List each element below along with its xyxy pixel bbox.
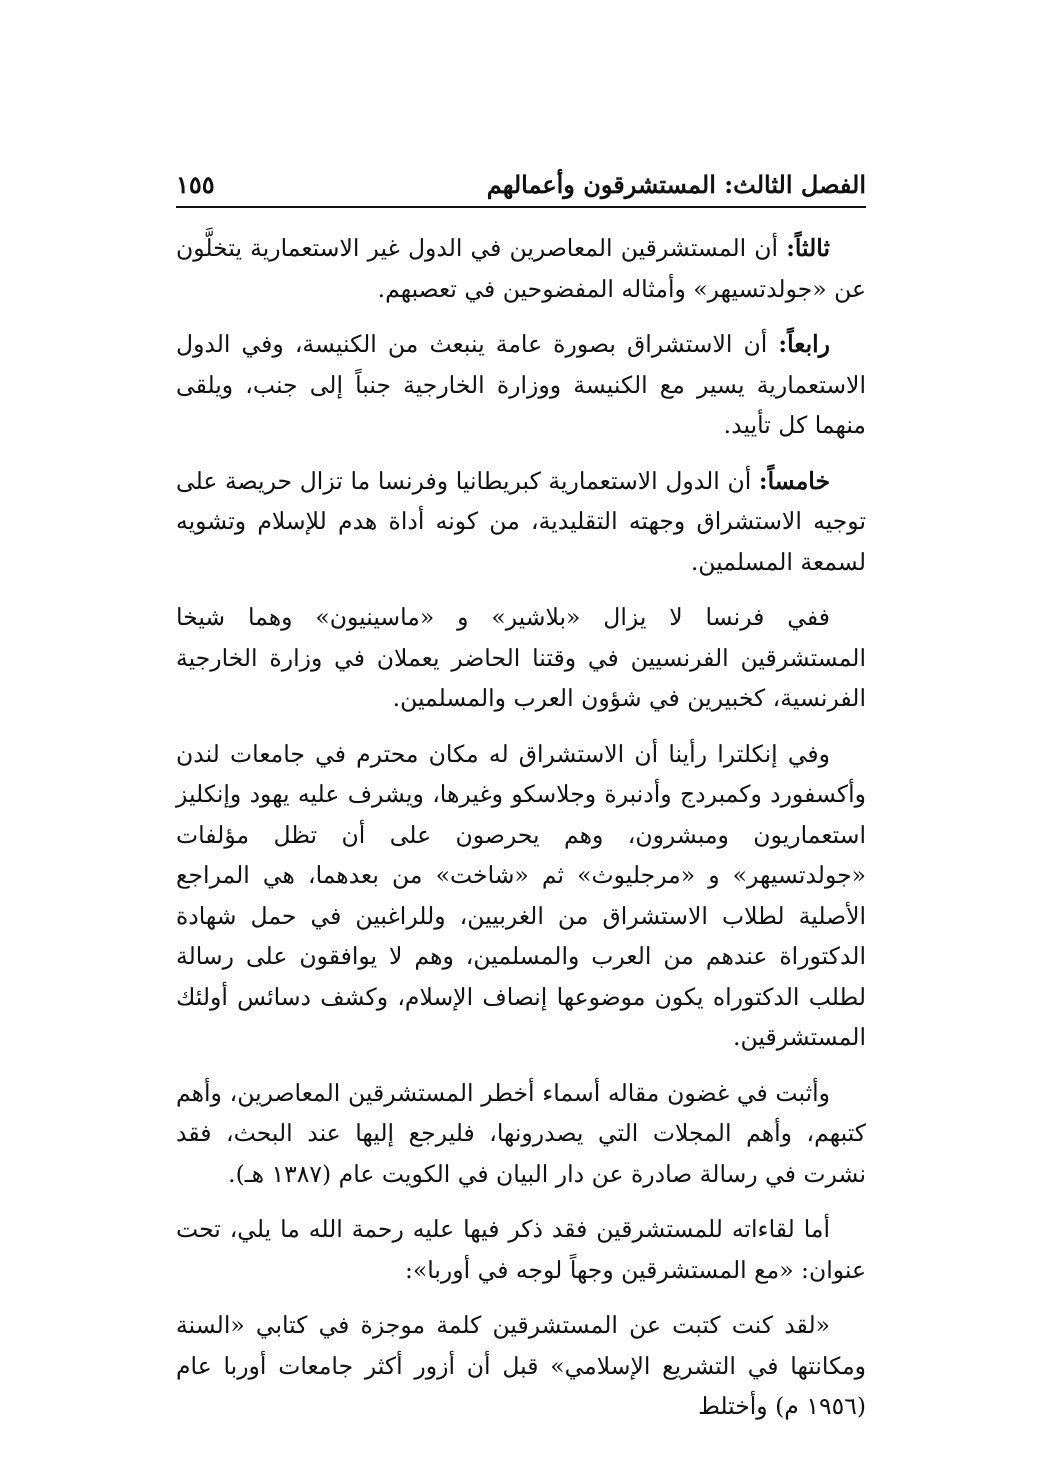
- paragraph-france: [176, 597, 866, 719]
- paragraph-meetings: [176, 1209, 866, 1290]
- chapter-title: الفصل الثالث: المستشرقون وأعمالهم: [486, 170, 866, 199]
- paragraph-fourth-point: [176, 324, 866, 446]
- paragraph-text: ففي فرنسا لا يزال «بلاشير» و «ماسينيون» وهما شيخا المستشرقين الفرنسيين في وقتنا الحاضر يعملان في وزارة الخارجية الفرنسية، كخبيرين في شؤون العرب والمسلمين.: [176, 603, 866, 712]
- paragraph-article: [176, 1073, 866, 1195]
- paragraph-text: وأثبت في غضون مقاله أسماء أخطر المستشرقين المعاصرين، وأهم كتبهم، وأهم المجلات التي يصدرونها، فليرجع إليها عند البحث، فقد نشرت في رسالة صادرة عن دار البيان في الكويت عام (١٣٨٧ هـ).: [176, 1078, 866, 1188]
- paragraph-text: أن الاستشراق بصورة عامة ينبعث من الكنيسة، وفي الدول الاستعمارية يسير مع الكنيسة ووزارة الخارجية جنباً إلى جنب، ويلقى منهما كل تأييد.: [176, 330, 866, 439]
- paragraph-quote: [176, 1305, 866, 1427]
- paragraph-text: أما لقاءاته للمستشرقين فقد ذكر فيها عليه رحمة الله ما يلي، تحت عنوان: «مع المستشرقين وجهاً لوجه في أوربا»:: [176, 1215, 866, 1284]
- page-number: ١٥٥: [176, 170, 215, 199]
- body-text: [176, 228, 866, 1427]
- paragraph-text: وفي إنكلترا رأينا أن الاستشراق له مكان محترم في جامعات لندن وأكسفورد وكمبردج وأدنبرة وجلاسكو وغيرها، ويشرف عليه يهود وإنكليز استعماريون ومبشرون، وهم يحرصون على أن تظل مؤلفات «جولدتسيهر» و «مرجليوث» ثم «شاخت» من بعدهما، هي المراجع الأصلية لطلاب الاستشراق من الغربيين، وللراغبين في حمل شهادة الدكتوراة عندهم من العرب والمسلمين، وهم لا يوافقون على رسالة لطلب الدكتوراه يكون موضوعها إنصاف الإسلام، وكشف دسائس أولئك المستشرقين.: [176, 739, 866, 1051]
- paragraph-text: أن المستشرقين المعاصرين في الدول غير الاستعمارية يتخلَّون عن «جولدتسيهر» وأمثاله المفضوحين في تعصبهم.: [176, 234, 866, 303]
- paragraph-lead: ثالثاً:: [786, 234, 830, 262]
- paragraph-fifth-point: [176, 461, 866, 583]
- running-header: [176, 170, 866, 208]
- paragraph-third-point: [176, 228, 866, 309]
- paragraph-lead: رابعاً:: [778, 330, 830, 358]
- book-page: [176, 170, 866, 1442]
- paragraph-text: «لقد كنت كتبت عن المستشرقين كلمة موجزة في كتابي «السنة ومكانتها في التشريع الإسلامي» قبل أن أزور أكثر جامعات أوربا عام (١٩٥٦ م) وأختلط: [176, 1311, 867, 1420]
- paragraph-lead: خامساً:: [758, 466, 830, 495]
- paragraph-text: أن الدول الاستعمارية كبريطانيا وفرنسا ما تزال حريصة على توجيه الاستشراق وجهته التقليدية، من كونه أداة هدم للإسلام وتشويه لسمعة المسلمين.: [176, 466, 866, 576]
- paragraph-england: [176, 734, 866, 1058]
